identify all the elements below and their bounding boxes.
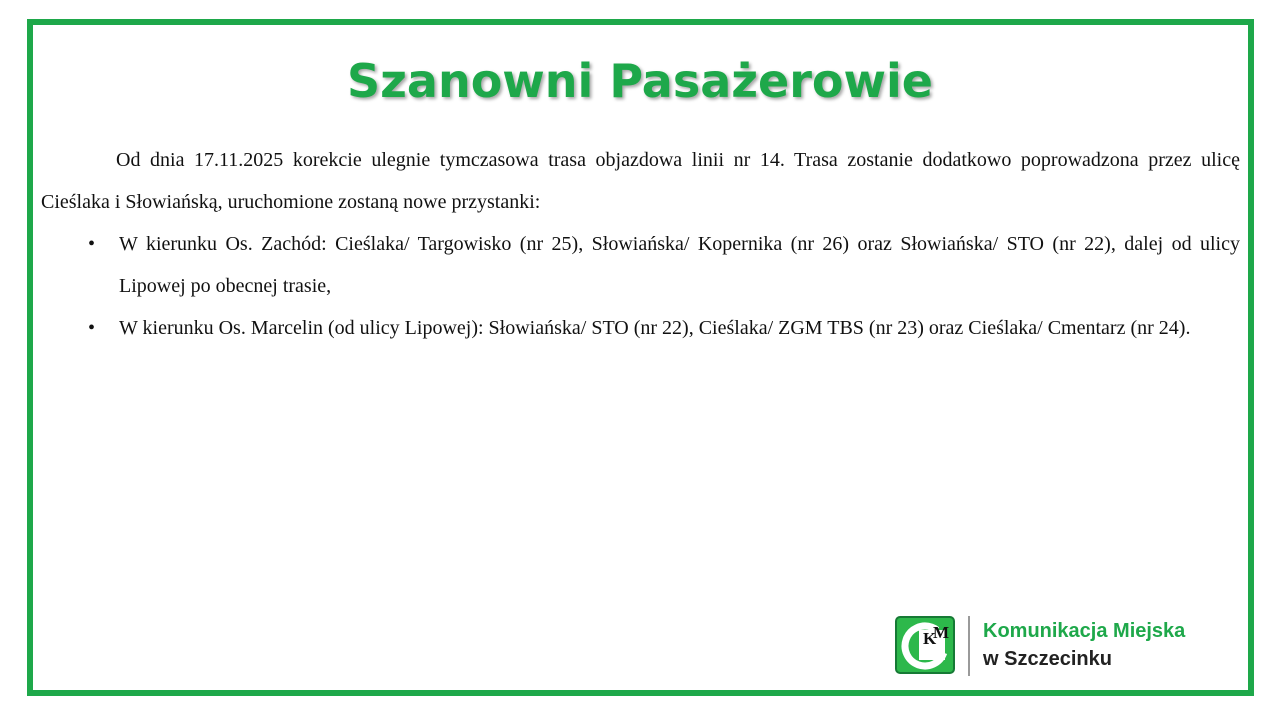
page-title: Szanowni Pasażerowie bbox=[347, 54, 933, 108]
logo-name-line1: Komunikacja Miejska bbox=[983, 620, 1186, 642]
list-item-text: W kierunku Os. Zachód: Cieślaka/ Targowisko (nr 25), Słowiańska/ Kopernika (nr 26) oraz Słowiańska/ STO (nr 22), dalej od ulicy Lipowej po obecnej trasie, bbox=[119, 233, 1240, 297]
badge-letter-m: M bbox=[933, 623, 950, 642]
green-border-frame bbox=[27, 19, 1254, 696]
stops-list bbox=[41, 223, 1240, 349]
list-item-text: W kierunku Os. Marcelin (od ulicy Lipowej): Słowiańska/ STO (nr 22), Cieślaka/ ZGM TBS (nr 23) oraz Cieślaka/ Cmentarz (nr 24). bbox=[119, 317, 1191, 339]
kms-logo-icon bbox=[895, 616, 955, 674]
logo-name-line2: w Szczecinku bbox=[983, 648, 1112, 670]
announcement-body bbox=[41, 139, 1240, 349]
list-item bbox=[41, 223, 1240, 307]
intro-paragraph: Od dnia 17.11.2025 korekcie ulegnie tymczasowa trasa objazdowa linii nr 14. Trasa zostanie dodatkowo poprowadzona przez ulicę Cieślaka i Słowiańską, uruchomione zostaną nowe przystanki: bbox=[41, 149, 1240, 213]
list-item bbox=[41, 307, 1240, 349]
company-logo bbox=[895, 614, 1235, 678]
bullet-icon: • bbox=[88, 233, 96, 255]
logo-divider bbox=[968, 616, 970, 676]
bullet-icon: • bbox=[88, 317, 96, 339]
badge-letter-k: K bbox=[923, 629, 937, 648]
